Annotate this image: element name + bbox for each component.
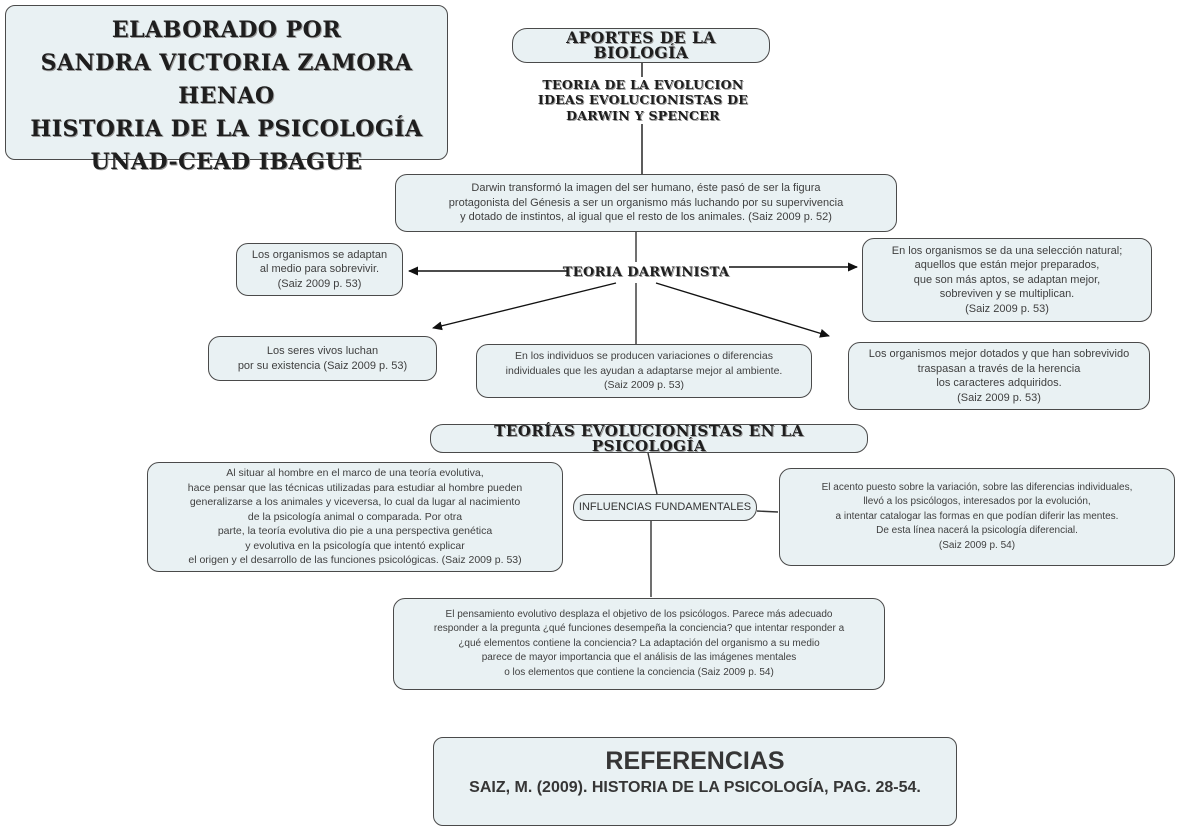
heredity-box: Los organismos mejor dotados y que han sobrevivido traspasan a través de la herencia los caracteres adquiridos. (Saiz 2009 p. 53) [848,342,1150,410]
connector-arrow [656,283,829,336]
adaptation-box: Los organismos se adaptan al medio para sobrevivir. (Saiz 2009 p. 53) [236,243,403,296]
evolution-theory-label: TEORIA DE LA EVOLUCION IDEAS EVOLUCIONISTAS DE DARWIN Y SPENCER [537,76,749,123]
connector-arrow [433,283,616,328]
influences-pill: INFLUENCIAS FUNDAMENTALES [573,494,757,521]
darwin-summary-box: Darwin transformó la imagen del ser humano, éste pasó de ser la figura protagonista del Génesis a ser un organismo más luchando por su supervivencia y dotado de instintos, al igual que el resto de los animales. (Saiz 2009 p. 52) [395,174,897,232]
functional-shift-box: El pensamiento evolutivo desplaza el objetivo de los psicólogos. Parece más adecuado responder a la pregunta ¿qué funciones desempeña la conciencia? que intentar responder a ¿qué elementos contiene la conciencia? La adaptación del organismo a su medio parece de mayor importancia que el análisis de las imágenes mentales o los elementos que contiene la conciencia (Saiz 2009 p. 54) [393,598,885,690]
connector-line [648,453,657,494]
credit-box: ELABORADO POR SANDRA VICTORIA ZAMORA HENAO HISTORIA DE LA PSICOLOGÍA UNAD-CEAD IBAGUE [5,5,448,160]
references-box [433,737,957,826]
evolutionist-theories-title-box: TEORÍAS EVOLUCIONISTAS EN LA PSICOLOGÍA [430,424,868,453]
struggle-box: Los seres vivos luchan por su existencia (Saiz 2009 p. 53) [208,336,437,381]
differential-psychology-box: El acento puesto sobre la variación, sobre las diferencias individuales, llevó a los psicólogos, interesados por la evolución, a intentar catalogar las formas en que podían diferir las mentes. De esta línea nacerá la psicología diferencial. (Saiz 2009 p. 54) [779,468,1175,566]
references-citation: SAIZ, M. (2009). HISTORIA DE LA PSICOLOGÍA, PAG. 28-54. [469,779,921,796]
variations-box: En los individuos se producen variaciones o diferencias individuales que les ayudan a adaptarse mejor al ambiente. (Saiz 2009 p. 53) [476,344,812,398]
darwinist-theory-label: TEORIA DARWINISTA [562,264,730,280]
natural-selection-box: En los organismos se da una selección natural; aquellos que están mejor preparados, que son más aptos, se adaptan mejor, sobreviven y se multiplican. (Saiz 2009 p. 53) [862,238,1152,322]
aportes-title-box: APORTES DE LA BIOLOGÍA [512,28,770,63]
connector-line [757,511,778,512]
references-title: REFERENCIAS [605,747,785,775]
comparative-psychology-box: Al situar al hombre en el marco de una teoría evolutiva, hace pensar que las técnicas utilizadas para estudiar al hombre pueden generalizarse a los animales y viceversa, lo cual da lugar al nacimiento de la psicología animal o comparada. Por otra parte, la teoría evolutiva dio pie a una perspectiva genética y evolutiva en la psicología que intentó explicar el origen y el desarrollo de las funciones psicológicas. (Saiz 2009 p. 53) [147,462,563,572]
